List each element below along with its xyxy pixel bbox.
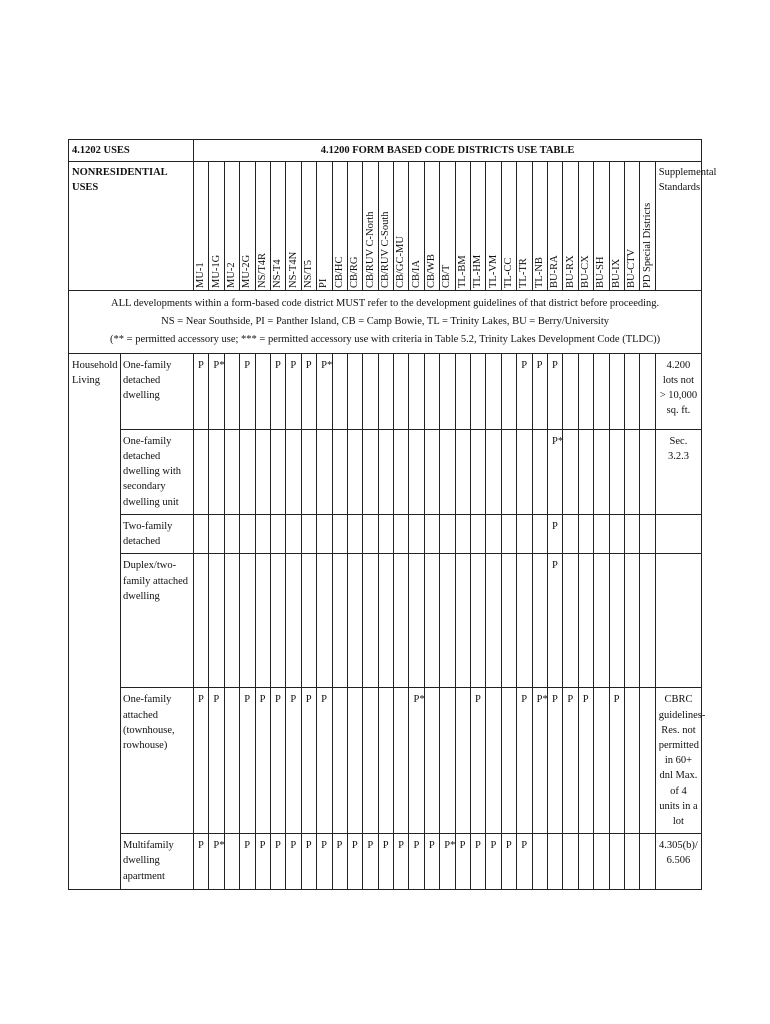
permission-cell: P [194, 834, 209, 890]
permission-cell [532, 554, 547, 688]
permission-cell [440, 514, 455, 553]
permission-cell: P [194, 353, 209, 429]
district-header [255, 162, 270, 291]
permission-cell: P [563, 688, 578, 834]
permission-cell [517, 514, 532, 553]
permission-cell [486, 429, 501, 514]
permission-cell: P [286, 353, 301, 429]
permission-cell [255, 353, 270, 429]
table-row [69, 514, 702, 553]
district-label: BU-RA [548, 255, 560, 289]
permission-cell [270, 554, 285, 688]
permission-cell [424, 429, 439, 514]
district-label: TL-BM [456, 255, 468, 289]
permission-cell [486, 688, 501, 834]
notes-line-3: (** = permitted accessory use; *** = permitted accessory use with criteria in Table 5.2, Trinity Lakes Development Code (TLDC)) [110, 333, 661, 345]
district-label: NS-T4 [271, 259, 283, 289]
nonresidential-uses-heading: NONRESIDENTIAL USES [69, 162, 194, 291]
permission-cell [517, 429, 532, 514]
permission-cell [255, 514, 270, 553]
permission-cell [286, 514, 301, 553]
permission-cell [501, 514, 516, 553]
permission-cell: P [486, 834, 501, 890]
district-label: BU-SH [595, 256, 607, 289]
permission-cell [394, 514, 409, 553]
permission-cell: P [209, 688, 224, 834]
notes-line-1: ALL developments within a form-based code district MUST refer to the development guidelines of that district before proceeding. [110, 298, 660, 310]
permission-cell: P [471, 834, 486, 890]
permission-cell [394, 353, 409, 429]
permission-cell [471, 353, 486, 429]
permission-cell [378, 514, 393, 553]
permission-cell [486, 514, 501, 553]
permission-cell [594, 834, 609, 890]
district-header [209, 162, 224, 291]
permission-cell [532, 834, 547, 890]
permission-cell [224, 514, 239, 553]
permission-cell [224, 429, 239, 514]
permission-cell [394, 688, 409, 834]
permission-cell: P [609, 688, 624, 834]
permission-cell [624, 834, 639, 890]
permission-cell [563, 514, 578, 553]
permission-cell [270, 514, 285, 553]
permission-cell [501, 554, 516, 688]
permission-cell [455, 554, 470, 688]
permission-cell: P [548, 688, 563, 834]
district-header [378, 162, 393, 291]
permission-cell: P [548, 353, 563, 429]
permission-cell [363, 514, 378, 553]
permission-cell: P [240, 353, 255, 429]
permission-cell [440, 353, 455, 429]
district-header [224, 162, 239, 291]
permission-cell: P* [409, 688, 424, 834]
permission-cell: P [548, 514, 563, 553]
district-header [548, 162, 563, 291]
permission-cell [501, 688, 516, 834]
permission-cell [301, 554, 316, 688]
permission-cell [194, 554, 209, 688]
permission-cell: P* [440, 834, 455, 890]
permission-cell [301, 514, 316, 553]
permission-cell [409, 514, 424, 553]
permission-cell: P* [317, 353, 332, 429]
permission-cell [517, 554, 532, 688]
table-row [69, 429, 702, 514]
permission-cell [563, 554, 578, 688]
permission-cell: P [471, 688, 486, 834]
district-label: TL-CC [502, 257, 514, 289]
table-row [69, 688, 702, 834]
permission-cell [609, 834, 624, 890]
permission-cell: P [317, 834, 332, 890]
permission-cell: P* [209, 834, 224, 890]
permission-cell [363, 554, 378, 688]
permission-cell: P [532, 353, 547, 429]
district-header [301, 162, 316, 291]
permission-cell [363, 353, 378, 429]
use-table-sheet [68, 139, 717, 890]
permission-cell [640, 514, 655, 553]
permission-cell [255, 554, 270, 688]
district-label: TL-VM [487, 254, 499, 289]
permission-cell [624, 353, 639, 429]
district-header [347, 162, 362, 291]
district-label: MU-1 [194, 262, 206, 289]
permission-cell [424, 514, 439, 553]
permission-cell: P [363, 834, 378, 890]
permission-cell: P [255, 834, 270, 890]
permission-cell [594, 353, 609, 429]
use-table [68, 139, 717, 890]
district-header [194, 162, 209, 291]
permission-cell: P [240, 688, 255, 834]
table-title: 4.1200 FORM BASED CODE DISTRICTS USE TABLE [194, 140, 702, 162]
district-label: CB/HC [333, 256, 345, 289]
district-label: CB/RUV C-North [364, 211, 376, 289]
permission-cell: P [270, 353, 285, 429]
district-header [624, 162, 639, 291]
permission-cell: P [501, 834, 516, 890]
district-label: BU-RX [564, 255, 576, 289]
permission-cell [270, 429, 285, 514]
permission-cell [347, 353, 362, 429]
district-label: NS/T5 [302, 260, 314, 289]
notes-row [69, 291, 702, 354]
permission-cell: P [240, 834, 255, 890]
permission-cell: P [409, 834, 424, 890]
permission-cell [440, 688, 455, 834]
permission-cell [209, 514, 224, 553]
district-header [440, 162, 455, 291]
permission-cell [378, 554, 393, 688]
district-header [363, 162, 378, 291]
permission-cell [471, 514, 486, 553]
district-header [609, 162, 624, 291]
permission-cell [609, 353, 624, 429]
permission-cell [594, 554, 609, 688]
district-label: CB/RG [348, 256, 360, 289]
district-header [471, 162, 486, 291]
permission-cell [332, 514, 347, 553]
permission-cell [378, 353, 393, 429]
permission-cell [440, 429, 455, 514]
permission-cell [363, 688, 378, 834]
permission-cell [347, 688, 362, 834]
permission-cell [609, 514, 624, 553]
district-label: BU-IX [610, 259, 622, 289]
permission-cell [224, 353, 239, 429]
district-label: TL-TR [518, 258, 530, 289]
permission-cell [224, 554, 239, 688]
permission-cell [455, 429, 470, 514]
district-header-row [69, 162, 702, 291]
supplemental-standard [655, 514, 701, 553]
permission-cell [578, 514, 593, 553]
notes-line-2: NS = Near Southside, PI = Panther Island, CB = Camp Bowie, TL = Trinity Lakes, BU = Berry/University [161, 316, 609, 328]
district-label: PI [318, 278, 330, 289]
permission-cell [640, 429, 655, 514]
permission-cell: P* [548, 429, 563, 514]
permission-cell [563, 429, 578, 514]
permission-cell: P [455, 834, 470, 890]
permission-cell: P [578, 688, 593, 834]
district-header [517, 162, 532, 291]
permission-cell [501, 353, 516, 429]
permission-cell [578, 353, 593, 429]
permission-cell: P [378, 834, 393, 890]
district-label: CB/T [441, 264, 453, 289]
permission-cell: P [270, 834, 285, 890]
permission-cell [624, 514, 639, 553]
permission-cell [424, 554, 439, 688]
permission-cell [409, 554, 424, 688]
district-label: MU-2 [225, 262, 237, 289]
district-label: NS/T4R [256, 253, 268, 289]
permission-cell [640, 688, 655, 834]
district-label: PD Special Districts [641, 203, 653, 289]
permission-cell [532, 514, 547, 553]
permission-cell [194, 429, 209, 514]
permission-cell [286, 429, 301, 514]
permission-cell [578, 429, 593, 514]
district-label: BU-CTV [625, 249, 637, 289]
district-label: CB/WB [425, 254, 437, 289]
district-header [563, 162, 578, 291]
permission-cell [594, 429, 609, 514]
permission-cell [301, 429, 316, 514]
permission-cell [209, 554, 224, 688]
permission-cell [486, 353, 501, 429]
permission-cell [501, 429, 516, 514]
district-label: TL-HM [471, 254, 483, 289]
permission-cell: P* [209, 353, 224, 429]
permission-cell: P [517, 688, 532, 834]
permission-cell: P [347, 834, 362, 890]
district-header [409, 162, 424, 291]
district-label: BU-CX [579, 255, 591, 289]
permission-cell [486, 554, 501, 688]
permission-cell [455, 688, 470, 834]
permission-cell [563, 834, 578, 890]
supplemental-standard: Sec. 3.2.3 [655, 429, 701, 514]
permission-cell [332, 429, 347, 514]
permission-cell: P [194, 688, 209, 834]
permission-cell [640, 353, 655, 429]
table-row [69, 834, 702, 890]
permission-cell [286, 554, 301, 688]
district-header [317, 162, 332, 291]
use-name: One-family detached dwelling with secondary dwelling unit [121, 429, 194, 514]
permission-cell: P [394, 834, 409, 890]
permission-cell [424, 353, 439, 429]
permission-cell [194, 514, 209, 553]
table-row [69, 353, 702, 429]
permission-cell: P [424, 834, 439, 890]
permission-cell: P [517, 834, 532, 890]
permission-cell [347, 514, 362, 553]
permission-cell [563, 353, 578, 429]
district-header [424, 162, 439, 291]
permission-cell [394, 554, 409, 688]
table-row [69, 554, 702, 688]
permission-cell [209, 429, 224, 514]
permission-cell [594, 688, 609, 834]
district-label: CB/IA [410, 260, 422, 289]
district-header [270, 162, 285, 291]
supplemental-standard: CBRC guidelines- Res. not permitted in 60+ dnl Max. of 4 units in a lot [655, 688, 701, 834]
permission-cell [578, 834, 593, 890]
use-name: Two-family detached [121, 514, 194, 553]
permission-cell [347, 429, 362, 514]
permission-cell [624, 688, 639, 834]
permission-cell: P [270, 688, 285, 834]
permission-cell [455, 353, 470, 429]
permission-cell [317, 514, 332, 553]
permission-cell: P [301, 353, 316, 429]
permission-cell [347, 554, 362, 688]
permission-cell: P [517, 353, 532, 429]
permission-cell: P [301, 688, 316, 834]
district-label: TL-NB [533, 257, 545, 289]
use-name: Multifamily dwelling apartment [121, 834, 194, 890]
district-header [394, 162, 409, 291]
permission-cell [394, 429, 409, 514]
permission-cell: P [255, 688, 270, 834]
supplemental-standard [655, 554, 701, 688]
permission-cell: P [548, 554, 563, 688]
district-label: MU-1G [210, 254, 222, 289]
permission-cell [332, 554, 347, 688]
district-label: CB/RUV C-South [379, 211, 391, 289]
permission-cell [240, 554, 255, 688]
supplemental-standard: 4.200 lots not > 10,000 sq. ft. [655, 353, 701, 429]
permission-cell [640, 834, 655, 890]
permission-cell [624, 429, 639, 514]
district-header [455, 162, 470, 291]
permission-cell [255, 429, 270, 514]
permission-cell [332, 353, 347, 429]
district-header [486, 162, 501, 291]
permission-cell [317, 554, 332, 688]
district-header [332, 162, 347, 291]
district-header [578, 162, 593, 291]
district-header [286, 162, 301, 291]
permission-cell [471, 554, 486, 688]
district-label: CB/GC-MU [395, 236, 407, 289]
district-header [532, 162, 547, 291]
permission-cell [471, 429, 486, 514]
supplemental-standard: 4.305(b)/ 6.506 [655, 834, 701, 890]
permission-cell [609, 429, 624, 514]
permission-cell [224, 834, 239, 890]
permission-cell [224, 688, 239, 834]
permission-cell [317, 429, 332, 514]
permission-cell: P [286, 834, 301, 890]
notes-block [69, 291, 702, 354]
permission-cell [532, 429, 547, 514]
permission-cell [640, 554, 655, 688]
permission-cell [594, 514, 609, 553]
use-name: Duplex/two-family attached dwelling [121, 554, 194, 688]
permission-cell: P [286, 688, 301, 834]
permission-cell: P [301, 834, 316, 890]
permission-cell [609, 554, 624, 688]
permission-cell: P* [532, 688, 547, 834]
permission-cell [624, 554, 639, 688]
permission-cell [332, 688, 347, 834]
district-header [594, 162, 609, 291]
permission-cell [409, 353, 424, 429]
permission-cell [548, 834, 563, 890]
permission-cell [409, 429, 424, 514]
use-name: One-family attached (townhouse, rowhouse) [121, 688, 194, 834]
permission-cell: P [317, 688, 332, 834]
permission-cell [578, 554, 593, 688]
permission-cell [240, 429, 255, 514]
permission-cell: P [332, 834, 347, 890]
permission-cell [378, 688, 393, 834]
permission-cell [378, 429, 393, 514]
district-header [240, 162, 255, 291]
district-header [501, 162, 516, 291]
permission-cell [363, 429, 378, 514]
permission-cell [455, 514, 470, 553]
permission-cell [424, 688, 439, 834]
supplemental-standards-heading: Supplemental Standards [655, 162, 701, 291]
use-category: Household Living [69, 353, 121, 890]
permission-cell [240, 514, 255, 553]
district-label: MU-2G [241, 254, 253, 289]
header-title-row [69, 140, 702, 162]
district-label: NS-T4N [287, 252, 299, 289]
district-header [640, 162, 655, 291]
use-name: One-family detached dwelling [121, 353, 194, 429]
permission-cell [440, 554, 455, 688]
section-number: 4.1202 USES [69, 140, 194, 162]
